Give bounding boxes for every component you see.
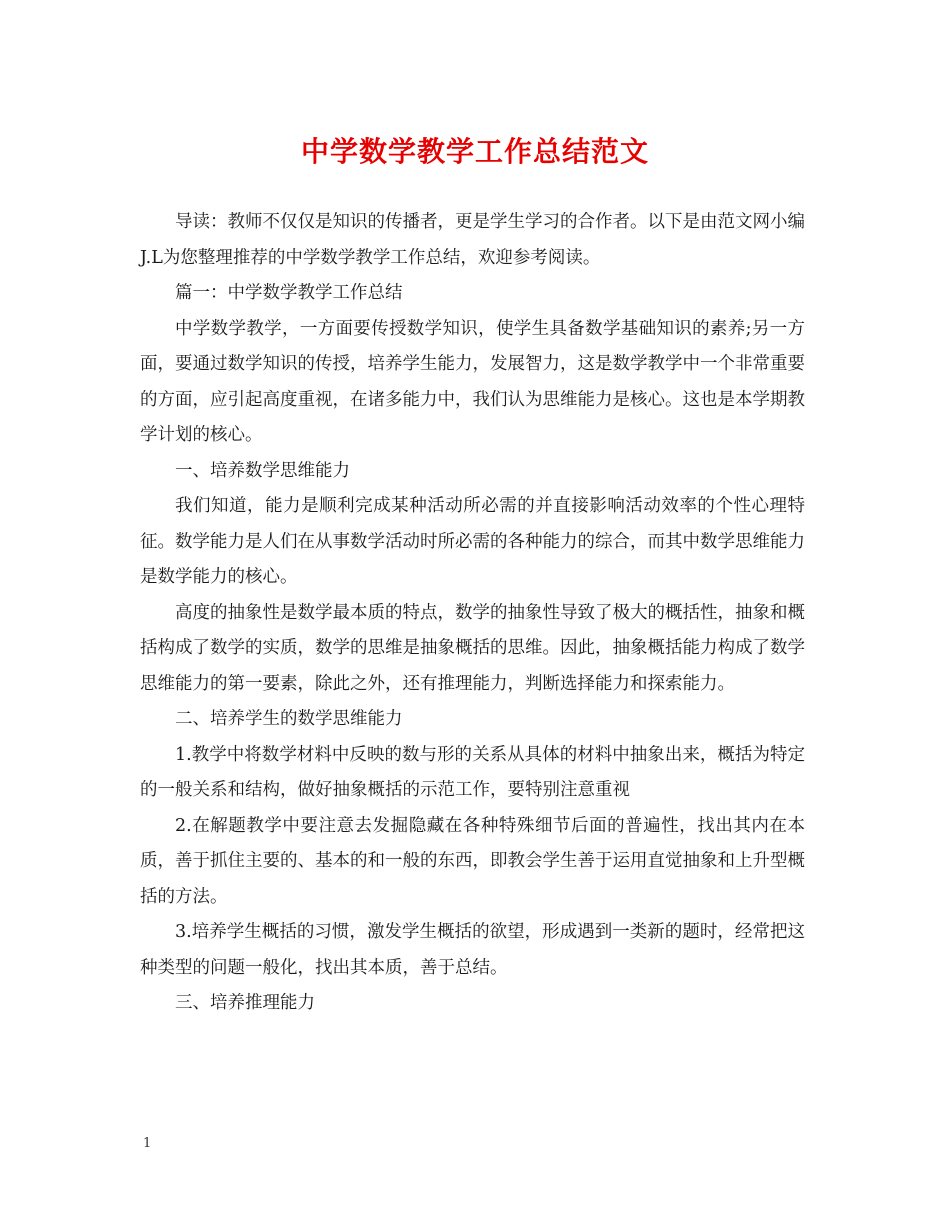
document-title: 中学数学教学工作总结范文: [300, 135, 649, 168]
list-item-2: 2.在解题教学中要注意去发掘隐藏在各种特殊细节后面的普遍性，找出其内在本质，善于抓住主要的、基本的和一般的东西，即教会学生善于运用直觉抽象和上升型概括的方法。: [140, 815, 805, 907]
paragraph-overview: 中学数学教学，一方面要传授数学知识，使学生具备数学基础知识的素养;另一方面，要通过数学知识的传授，培养学生能力，发展智力，这是数学教学中一个非常重要的方面，应引起高度重视，在诸多能力中，我们认为思维能力是核心。这也是本学期教学计划的核心。: [140, 318, 805, 445]
paragraph-intro: 导读：教师不仅仅是知识的传播者，更是学生学习的合作者。以下是由范文网小编J.L为您整理推荐的中学数学教学工作总结，欢迎参考阅读。: [140, 212, 805, 268]
paragraph-ability: 我们知道，能力是顺利完成某种活动所必需的并直接影响活动效率的个性心理特征。数学能力是人们在从事数学活动时所必需的各种能力的综合，而其中数学思维能力是数学能力的核心。: [140, 496, 805, 587]
section-heading-part-one: 篇一：中学数学教学工作总结: [175, 283, 403, 303]
document-body: [140, 205, 805, 1022]
section-heading-2: 二、培养学生的数学思维能力: [175, 709, 403, 729]
section-heading-1: 一、培养数学思维能力: [175, 460, 350, 481]
paragraph-abstraction: 高度的抽象性是数学最本质的特点，数学的抽象性导致了极大的概括性，抽象和概括构成了数学的实质，数学的思维是抽象概括的思维。因此，抽象概括能力构成了数学思维能力的第一要素，除此之外，还有推理能力，判断选择能力和探索能力。: [140, 602, 805, 694]
list-item-1: 1.教学中将数学材料中反映的数与形的关系从具体的材料中抽象出来，概括为特定的一般关系和结构，做好抽象概括的示范工作，要特别注意重视: [140, 744, 805, 800]
section-heading-3: 三、培养推理能力: [175, 993, 315, 1013]
list-item-3: 3.培养学生概括的习惯，激发学生概括的欲望，形成遇到一类新的题时，经常把这种类型的问题一般化，找出其本质，善于总结。: [140, 922, 805, 978]
page-number: 1: [143, 1136, 152, 1151]
